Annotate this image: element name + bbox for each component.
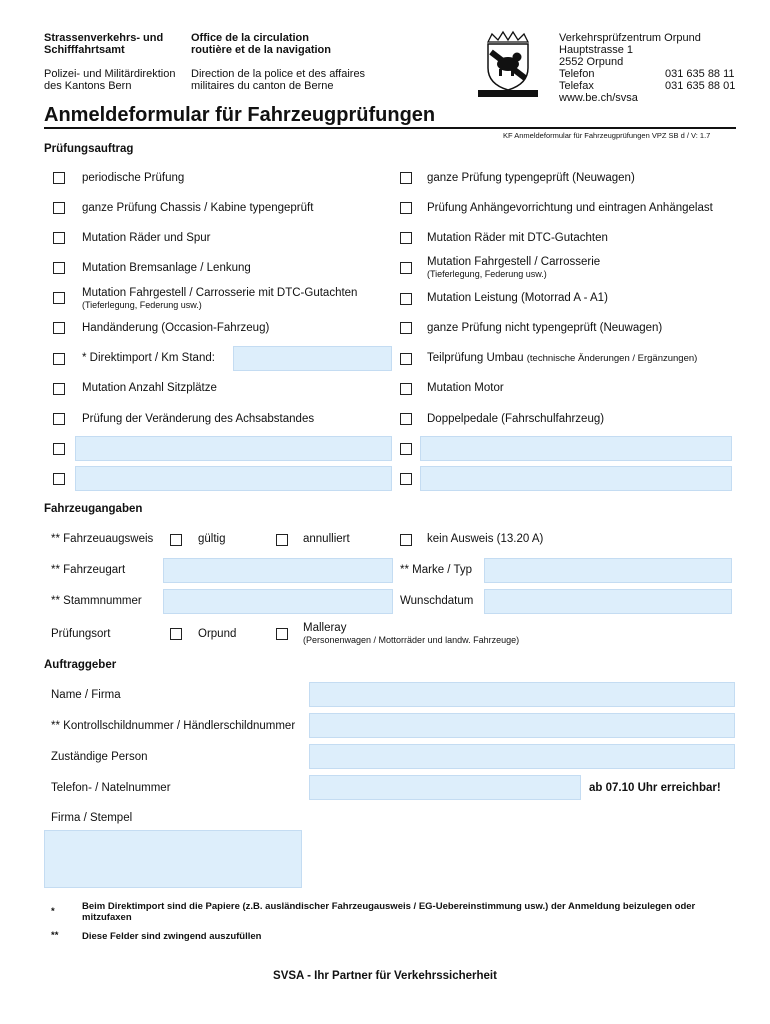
stammnummer-input[interactable] xyxy=(163,589,393,614)
checkbox-mutation-leistung[interactable] xyxy=(400,293,412,305)
dept-line: Office de la circulation xyxy=(191,32,309,44)
website-link[interactable]: www.be.ch/svsa xyxy=(559,92,638,104)
checkbox-mutation-sitzplaetze[interactable] xyxy=(53,383,65,395)
label-fahrzeugausweis: ** Fahrzeuaugsweis xyxy=(51,533,154,545)
label-fahrzeugart: ** Fahrzeugart xyxy=(51,564,126,576)
firma-stempel-area[interactable] xyxy=(44,830,302,888)
dir-line: Direction de la police et des affaires xyxy=(191,68,366,80)
city: 2552 Orpund xyxy=(559,56,624,68)
label-doppelpedale: Doppelpedale (Fahrschulfahrzeug) xyxy=(427,413,605,425)
checkbox-ausweis-annulliert[interactable] xyxy=(276,534,288,546)
checkbox-nicht-typengeprueft[interactable] xyxy=(400,322,412,334)
kontrollschildnummer-input[interactable] xyxy=(309,713,735,738)
label-mutation-fahrgestell-dtc xyxy=(82,287,357,311)
document-reference: KF Anmeldeformular für Fahrzeugprüfungen VPZ SB d / V: 1.7 xyxy=(503,131,711,140)
label-inline-sub: (technische Änderungen / Ergänzungen) xyxy=(526,353,698,364)
label-main: Mutation Fahrgestell / Carrosserie mit DTC-Gutachten xyxy=(82,287,358,299)
label-main: Teilprüfung Umbau xyxy=(427,352,524,364)
checkbox-mutation-motor[interactable] xyxy=(400,383,412,395)
checkbox-custom-right-2[interactable] xyxy=(400,473,412,485)
telefon-input[interactable] xyxy=(309,775,581,800)
label-raeder-dtc: Mutation Räder mit DTC-Gutachten xyxy=(427,232,608,244)
checkbox-mutation-bremsanlage[interactable] xyxy=(53,262,65,274)
phone-number: 031 635 88 11 xyxy=(665,68,735,80)
footnote-direktimport: Beim Direktimport sind die Papiere (z.B. ausländischer Fahrzeugausweis / EG-Uebereinstimmung usw.) der Anmeldung beizulegen oder mitzufaxen xyxy=(82,901,696,923)
label-mutation-motor: Mutation Motor xyxy=(427,382,504,394)
checkbox-doppelpedale[interactable] xyxy=(400,413,412,425)
label-kein-ausweis: kein Ausweis (13.20 A) xyxy=(427,533,544,545)
dir-line: Polizei- und Militärdirektion xyxy=(44,68,176,80)
label-handaenderung: Handänderung (Occasion-Fahrzeug) xyxy=(82,322,270,334)
label-main: Malleray xyxy=(303,622,347,634)
label-teilpruefung-umbau xyxy=(427,352,697,364)
km-stand-input[interactable] xyxy=(233,346,392,371)
checkbox-periodische-pruefung[interactable] xyxy=(53,172,65,184)
custom-input-right-2[interactable] xyxy=(420,466,732,491)
fax-number: 031 635 88 01 xyxy=(665,80,736,92)
dir-line: militaires du canton de Berne xyxy=(191,80,334,92)
fax-row xyxy=(559,80,739,92)
label-firma-stempel: Firma / Stempel xyxy=(51,812,133,824)
label-fahrgestell-carrosserie xyxy=(427,256,600,280)
center-address xyxy=(559,32,739,104)
fax-label: Telefax xyxy=(559,80,594,92)
checkbox-ausweis-gueltig[interactable] xyxy=(170,534,182,546)
directorate-fr xyxy=(191,68,365,92)
page-title: Anmeldeformular für Fahrzeugprüfungen xyxy=(44,104,436,126)
label-direktimport: * Direktimport / Km Stand: xyxy=(82,352,215,364)
street: Hauptstrasse 1 xyxy=(559,44,633,56)
phone-label: Telefon xyxy=(559,68,595,80)
checkbox-custom-left-1[interactable] xyxy=(53,443,65,455)
label-ausweis-gueltig: gültig xyxy=(198,533,226,545)
label-zustaendige-person: Zuständige Person xyxy=(51,751,148,763)
footer-slogan: SVSA - Ihr Partner für Verkehrssicherheit xyxy=(273,970,497,982)
dept-name-fr xyxy=(191,32,331,56)
label-ort-malleray xyxy=(303,622,519,646)
checkbox-raeder-dtc[interactable] xyxy=(400,232,412,244)
label-ausweis-annulliert: annulliert xyxy=(303,533,350,545)
label-mutation-bremsanlage: Mutation Bremsanlage / Lenkung xyxy=(82,262,251,274)
label-ganze-pruefung-typengeprueft: ganze Prüfung typengeprüft (Neuwagen) xyxy=(427,172,635,184)
label-telefon: Telefon- / Natelnummer xyxy=(51,782,171,794)
label-ganze-pruefung-chassis: ganze Prüfung Chassis / Kabine typengeprüft xyxy=(82,202,314,214)
dept-line: routière et de la navigation xyxy=(191,44,331,56)
zustaendige-person-input[interactable] xyxy=(309,744,735,769)
label-mutation-raeder-spur: Mutation Räder und Spur xyxy=(82,232,211,244)
label-achsabstand: Prüfung der Veränderung des Achsabstandes xyxy=(82,413,315,425)
checkbox-achsabstand[interactable] xyxy=(53,413,65,425)
footnote-star-2: ** xyxy=(51,930,59,941)
label-periodische-pruefung: periodische Prüfung xyxy=(82,172,185,184)
label-nicht-typengeprueft: ganze Prüfung nicht typengeprüft (Neuwagen) xyxy=(427,322,663,334)
checkbox-ganze-pruefung-chassis[interactable] xyxy=(53,202,65,214)
checkbox-anhaengevorrichtung[interactable] xyxy=(400,202,412,214)
label-sub: (Tieferlegung, Federung usw.) xyxy=(427,269,547,279)
name-firma-input[interactable] xyxy=(309,682,735,707)
label-stammnummer: ** Stammnummer xyxy=(51,595,142,607)
bern-coat-of-arms-logo xyxy=(478,28,538,98)
footnote-star-1: * xyxy=(51,906,55,917)
erreichbar-note: ab 07.10 Uhr erreichbar! xyxy=(589,782,721,794)
section-heading-auftraggeber: Auftraggeber xyxy=(44,659,117,671)
checkbox-kein-ausweis[interactable] xyxy=(400,534,412,546)
label-mutation-leistung: Mutation Leistung (Motorrad A - A1) xyxy=(427,292,608,304)
phone-row xyxy=(559,68,739,80)
custom-input-right-1[interactable] xyxy=(420,436,732,461)
label-wunschdatum: Wunschdatum xyxy=(400,595,474,607)
label-ort-orpund: Orpund xyxy=(198,628,237,640)
custom-input-left-2[interactable] xyxy=(75,466,392,491)
checkbox-mutation-raeder-spur[interactable] xyxy=(53,232,65,244)
label-name-firma: Name / Firma xyxy=(51,689,121,701)
footnote-pflichtfelder: Diese Felder sind zwingend auszufüllen xyxy=(82,931,262,942)
fahrzeugart-input[interactable] xyxy=(163,558,393,583)
checkbox-custom-left-2[interactable] xyxy=(53,473,65,485)
checkbox-direktimport[interactable] xyxy=(53,353,65,365)
checkbox-ort-orpund[interactable] xyxy=(170,628,182,640)
dept-line: Strassenverkehrs- und xyxy=(44,32,164,44)
dir-line: des Kantons Bern xyxy=(44,80,132,92)
label-sub: (Personenwagen / Mottorräder und landw. Fahrzeuge) xyxy=(303,635,520,645)
checkbox-fahrgestell-carrosserie[interactable] xyxy=(400,262,412,274)
custom-input-left-1[interactable] xyxy=(75,436,392,461)
title-rule xyxy=(44,127,736,129)
section-heading-fahrzeugangaben: Fahrzeugangaben xyxy=(44,503,143,515)
label-sub: (Tieferlegung, Federung usw.) xyxy=(82,300,202,310)
label-mutation-sitzplaetze: Mutation Anzahl Sitzplätze xyxy=(82,382,217,394)
checkbox-custom-right-1[interactable] xyxy=(400,443,412,455)
checkbox-mutation-fahrgestell-dtc[interactable] xyxy=(53,292,65,304)
center-name: Verkehrsprüfzentrum Orpund xyxy=(559,32,701,44)
label-pruefungsort: Prüfungsort xyxy=(51,628,111,640)
section-heading-pruefungsauftrag: Prüfungsauftrag xyxy=(44,143,134,155)
label-anhaengevorrichtung: Prüfung Anhängevorrichtung und eintragen Anhängelast xyxy=(427,202,713,214)
directorate-de xyxy=(44,68,175,92)
checkbox-ort-malleray[interactable] xyxy=(276,628,288,640)
label-marke-typ: ** Marke / Typ xyxy=(400,564,473,576)
checkbox-teilpruefung-umbau[interactable] xyxy=(400,353,412,365)
checkbox-handaenderung[interactable] xyxy=(53,322,65,334)
wunschdatum-input[interactable] xyxy=(484,589,732,614)
dept-name-de xyxy=(44,32,163,56)
label-main: Mutation Fahrgestell / Carrosserie xyxy=(427,256,601,268)
marke-typ-input[interactable] xyxy=(484,558,732,583)
dept-line: Schifffahrtsamt xyxy=(44,44,125,56)
checkbox-ganze-pruefung-typengeprueft[interactable] xyxy=(400,172,412,184)
label-kontrollschildnummer: ** Kontrollschildnummer / Händlerschildnummer xyxy=(51,720,296,732)
